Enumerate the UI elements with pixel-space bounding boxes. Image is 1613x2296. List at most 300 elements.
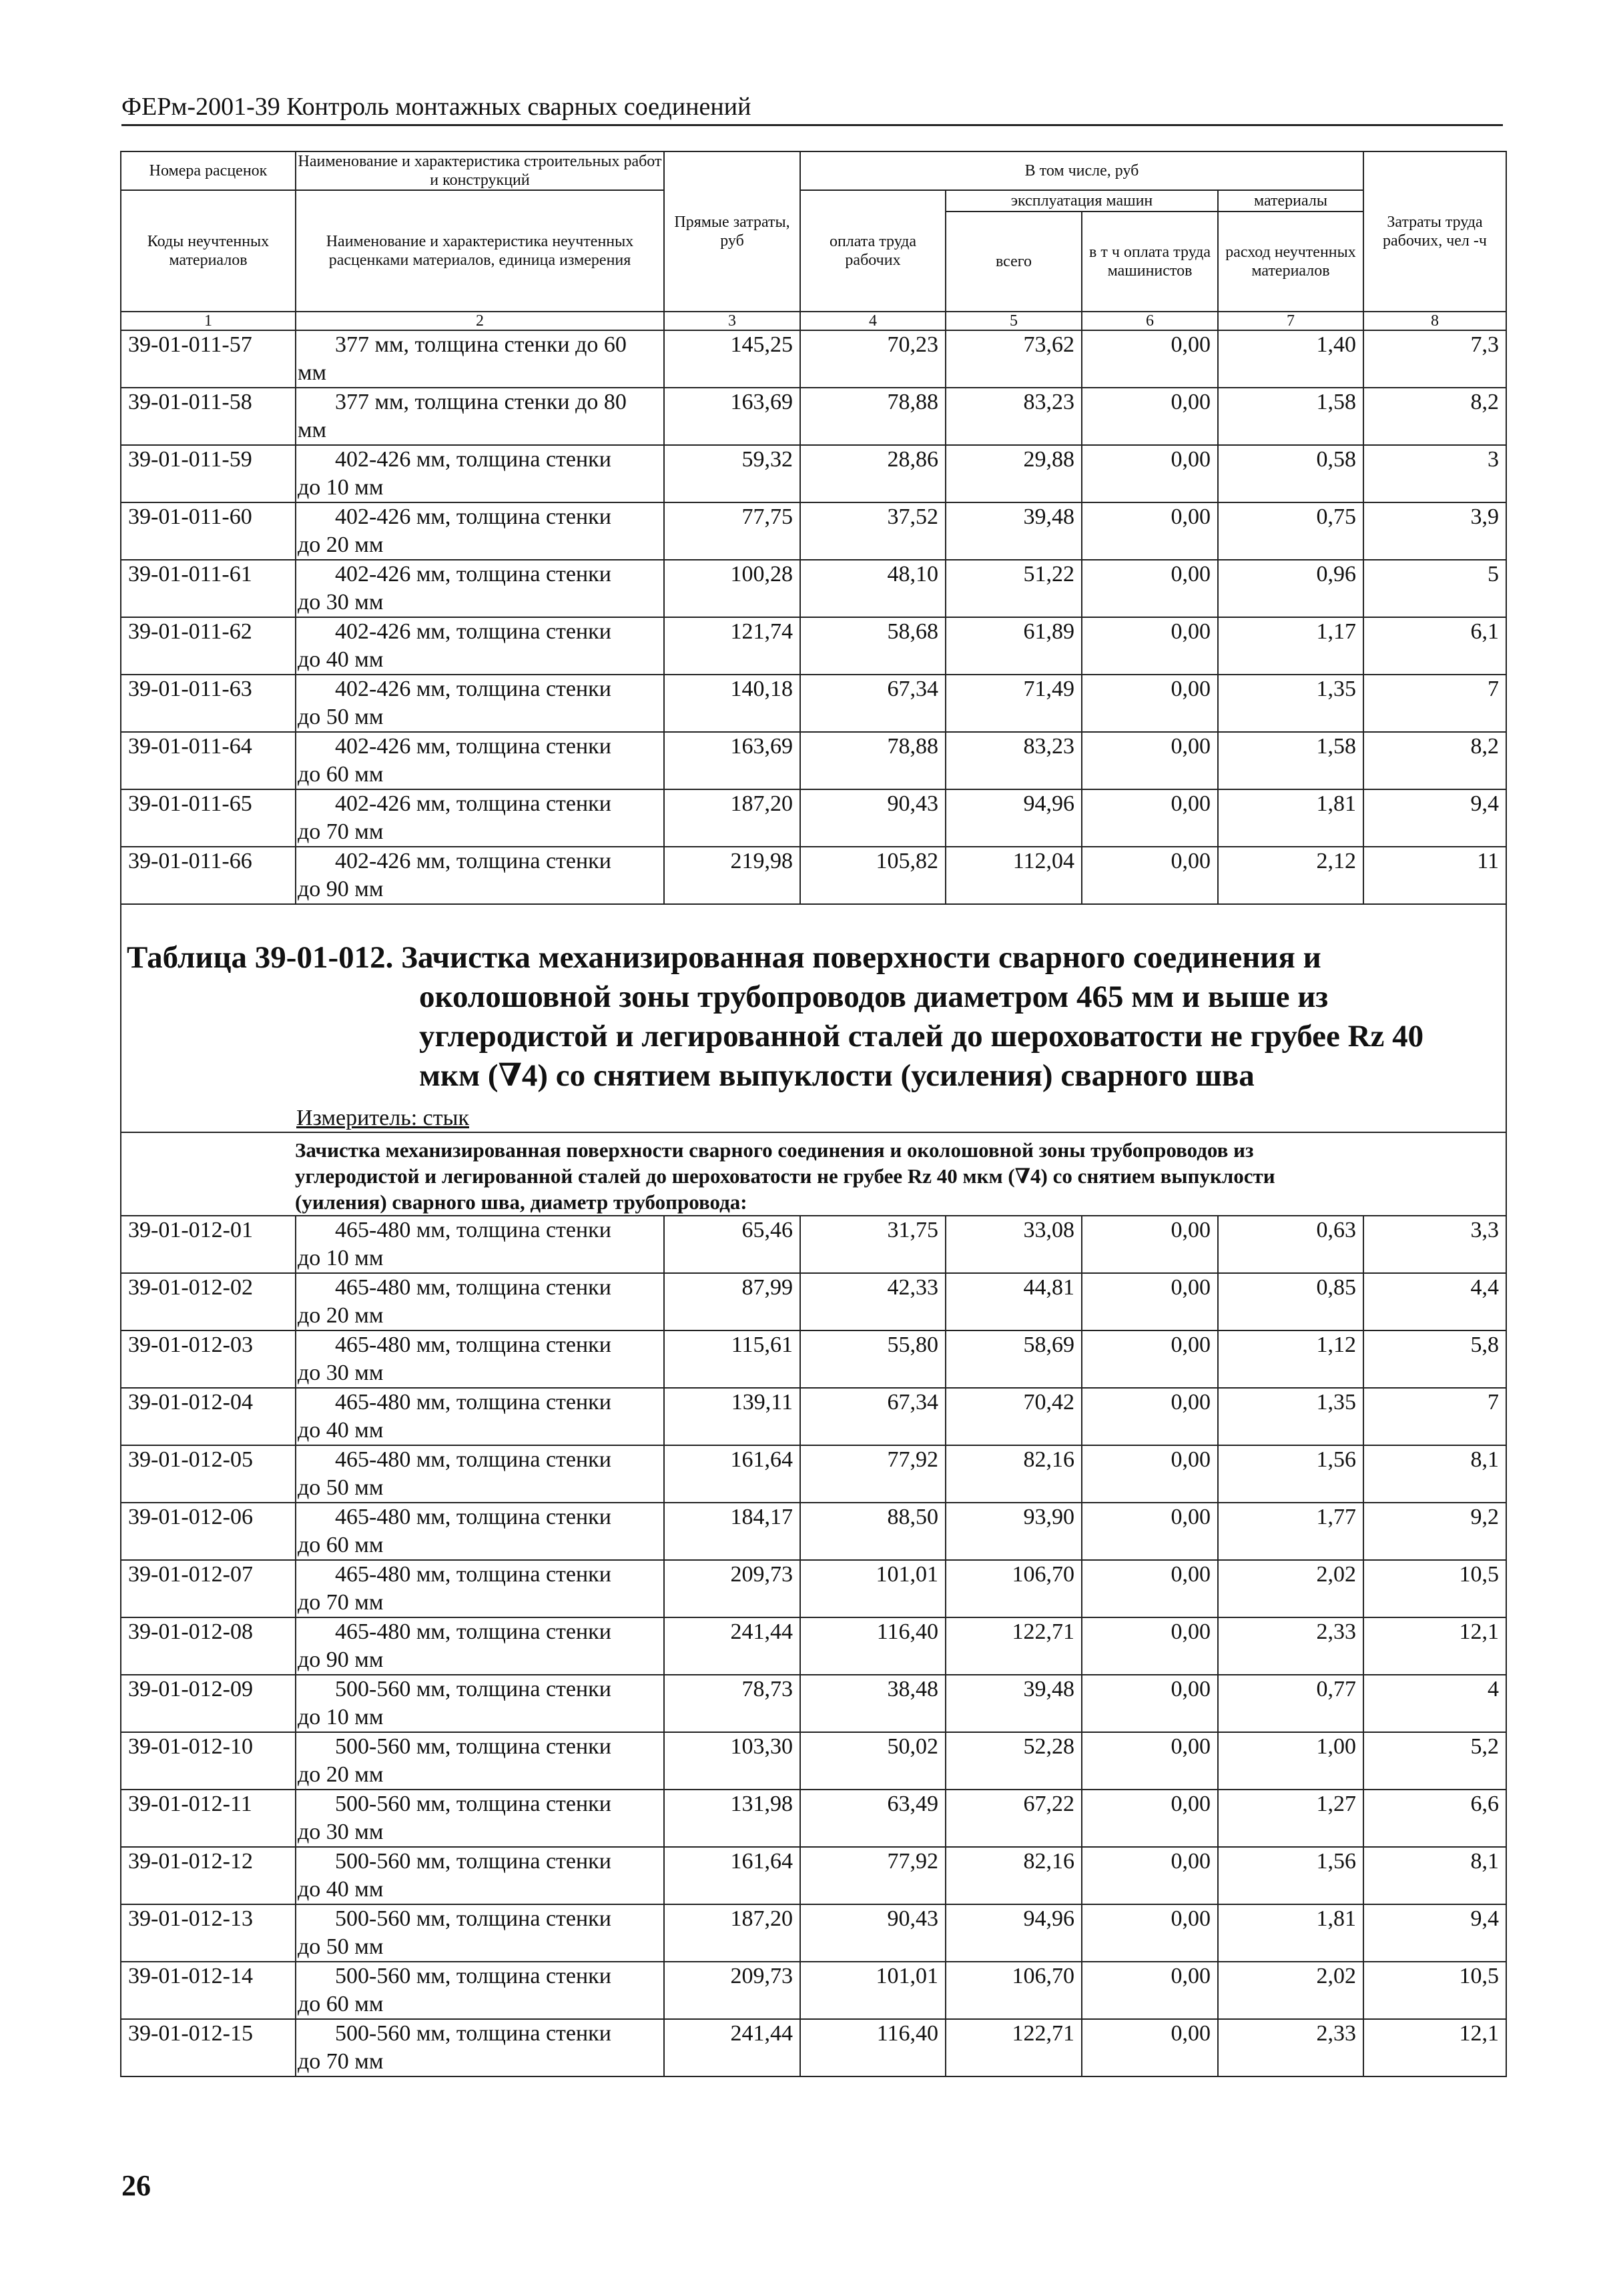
- operator-pay-value: 0,00: [1082, 675, 1218, 732]
- machines-total-value: 44,81: [946, 1273, 1082, 1330]
- table-row: [121, 1445, 1506, 1503]
- rate-code: 39-01-011-65: [121, 789, 296, 847]
- table-title-line: Зачистка механизированная поверхности сварного соединения и: [401, 940, 1321, 975]
- rate-code: 39-01-012-09: [121, 1675, 296, 1732]
- description-line: 402-426 мм, толщина стенки: [335, 849, 611, 873]
- rate-code: 39-01-012-05: [121, 1445, 296, 1503]
- material-consumption-value: 1,40: [1218, 330, 1363, 388]
- description-line: 465-480 мм, толщина стенки: [335, 1447, 611, 1472]
- operator-pay-value: 0,00: [1082, 1675, 1218, 1732]
- table-row: [121, 789, 1506, 847]
- rate-code: 39-01-012-03: [121, 1330, 296, 1388]
- direct-costs-value: 139,11: [664, 1388, 800, 1445]
- running-header: ФЕРм-2001-39 Контроль монтажных сварных соединений: [121, 91, 1503, 126]
- machines-total-value: 122,71: [946, 1617, 1082, 1675]
- worker-pay-value: 90,43: [800, 1904, 946, 1962]
- header-material-name: Наименование и характеристика неучтенных расценками материалов, единица измерения: [296, 190, 664, 312]
- worker-pay-value: 101,01: [800, 1560, 946, 1617]
- table-row: [121, 1560, 1506, 1617]
- direct-costs-value: 241,44: [664, 2019, 800, 2076]
- description-line: до 50 мм: [298, 1475, 384, 1500]
- table-row: [121, 1388, 1506, 1445]
- description-line: до 70 мм: [298, 819, 384, 844]
- rate-description: [296, 789, 664, 847]
- table-row: [121, 445, 1506, 502]
- section-header: [121, 904, 1506, 1216]
- machines-total-value: 52,28: [946, 1732, 1082, 1790]
- column-number: 8: [1363, 312, 1506, 330]
- material-consumption-value: 0,85: [1218, 1273, 1363, 1330]
- worker-pay-value: 63,49: [800, 1790, 946, 1847]
- rate-code: 39-01-012-14: [121, 1962, 296, 2019]
- column-numbers-row: [121, 312, 1506, 330]
- header-including: В том числе, руб: [800, 151, 1363, 190]
- worker-pay-value: 67,34: [800, 1388, 946, 1445]
- rate-code: 39-01-012-02: [121, 1273, 296, 1330]
- rate-description: [296, 1560, 664, 1617]
- column-number: 1: [121, 312, 296, 330]
- description-line: 500-560 мм, толщина стенки: [335, 1964, 611, 1988]
- header-direct-costs: Прямые затраты, руб: [664, 151, 800, 312]
- worker-pay-value: 67,34: [800, 675, 946, 732]
- labor-costs-value: 5: [1363, 560, 1506, 617]
- worker-pay-value: 116,40: [800, 1617, 946, 1675]
- header-machine-operation: эксплуатация машин: [946, 190, 1218, 212]
- table-row: [121, 1790, 1506, 1847]
- header-labor-costs: Затраты труда рабочих, чел -ч: [1363, 151, 1506, 312]
- direct-costs-value: 78,73: [664, 1675, 800, 1732]
- operator-pay-value: 0,00: [1082, 847, 1218, 904]
- labor-costs-value: 3,9: [1363, 502, 1506, 560]
- direct-costs-value: 187,20: [664, 1904, 800, 1962]
- machines-total-value: 61,89: [946, 617, 1082, 675]
- machines-total-value: 94,96: [946, 789, 1082, 847]
- rate-description: [296, 445, 664, 502]
- table-row: [121, 847, 1506, 904]
- material-consumption-value: 2,02: [1218, 1962, 1363, 2019]
- labor-costs-value: 8,2: [1363, 732, 1506, 789]
- description-line: до 30 мм: [298, 590, 384, 615]
- material-consumption-value: 0,75: [1218, 502, 1363, 560]
- table-row: [121, 1330, 1506, 1388]
- rate-code: 39-01-011-62: [121, 617, 296, 675]
- column-number: 4: [800, 312, 946, 330]
- table-row: [121, 1273, 1506, 1330]
- table-row: [121, 1962, 1506, 2019]
- description-line: 500-560 мм, толщина стенки: [335, 2021, 611, 2046]
- operator-pay-value: 0,00: [1082, 1962, 1218, 2019]
- rate-code: 39-01-011-61: [121, 560, 296, 617]
- direct-costs-value: 103,30: [664, 1732, 800, 1790]
- table-row: [121, 617, 1506, 675]
- labor-costs-value: 6,6: [1363, 1790, 1506, 1847]
- description-line: 500-560 мм, толщина стенки: [335, 1792, 611, 1816]
- section-subheading: Зачистка механизированная поверхности сварного соединения и околошовной зоны трубопроводов из углеродистой и легированной сталей до шероховатости не грубее Rz 40 мкм (∇4) со снятием выпуклости (уиления) сварного шва, диаметр трубопровода:: [121, 1132, 1506, 1215]
- operator-pay-value: 0,00: [1082, 1330, 1218, 1388]
- description-line: до 70 мм: [298, 2049, 384, 2074]
- description-line: до 60 мм: [298, 762, 384, 787]
- material-consumption-value: 2,02: [1218, 1560, 1363, 1617]
- description-line: 465-480 мм, толщина стенки: [335, 1619, 611, 1644]
- rate-code: 39-01-011-63: [121, 675, 296, 732]
- rate-code: 39-01-012-11: [121, 1790, 296, 1847]
- description-line: 500-560 мм, толщина стенки: [335, 1734, 611, 1759]
- direct-costs-value: 145,25: [664, 330, 800, 388]
- material-consumption-value: 1,58: [1218, 388, 1363, 445]
- direct-costs-value: 65,46: [664, 1216, 800, 1273]
- operator-pay-value: 0,00: [1082, 617, 1218, 675]
- material-consumption-value: 1,35: [1218, 1388, 1363, 1445]
- machines-total-value: 122,71: [946, 2019, 1082, 2076]
- material-consumption-value: 1,77: [1218, 1503, 1363, 1560]
- description-line: 402-426 мм, толщина стенки: [335, 504, 611, 529]
- labor-costs-value: 3: [1363, 445, 1506, 502]
- header-rate-numbers: Номера расценок: [121, 151, 296, 190]
- direct-costs-value: 163,69: [664, 388, 800, 445]
- labor-costs-value: 9,4: [1363, 1904, 1506, 1962]
- operator-pay-value: 0,00: [1082, 2019, 1218, 2076]
- rate-code: 39-01-012-13: [121, 1904, 296, 1962]
- table-title: [121, 905, 1506, 1096]
- operator-pay-value: 0,00: [1082, 1790, 1218, 1847]
- labor-costs-value: 3,3: [1363, 1216, 1506, 1273]
- page-number: 26: [121, 2169, 151, 2202]
- labor-costs-value: 4,4: [1363, 1273, 1506, 1330]
- description-line: до 40 мм: [298, 1877, 384, 1902]
- operator-pay-value: 0,00: [1082, 1847, 1218, 1904]
- rate-code: 39-01-011-59: [121, 445, 296, 502]
- material-consumption-value: 0,96: [1218, 560, 1363, 617]
- rate-description: [296, 847, 664, 904]
- description-line: до 50 мм: [298, 1934, 384, 1959]
- machines-total-value: 39,48: [946, 1675, 1082, 1732]
- rate-description: [296, 502, 664, 560]
- operator-pay-value: 0,00: [1082, 1216, 1218, 1273]
- description-line: 377 мм, толщина стенки до 80: [335, 390, 627, 414]
- worker-pay-value: 38,48: [800, 1675, 946, 1732]
- material-consumption-value: 0,63: [1218, 1216, 1363, 1273]
- rate-code: 39-01-011-64: [121, 732, 296, 789]
- rate-description: [296, 388, 664, 445]
- labor-costs-value: 5,8: [1363, 1330, 1506, 1388]
- rate-description: [296, 330, 664, 388]
- machines-total-value: 51,22: [946, 560, 1082, 617]
- operator-pay-value: 0,00: [1082, 560, 1218, 617]
- table-row: [121, 502, 1506, 560]
- description-line: 465-480 мм, толщина стенки: [335, 1218, 611, 1242]
- operator-pay-value: 0,00: [1082, 445, 1218, 502]
- description-line: до 60 мм: [298, 1992, 384, 2016]
- rate-code: 39-01-012-07: [121, 1560, 296, 1617]
- rate-description: [296, 1732, 664, 1790]
- rate-description: [296, 1503, 664, 1560]
- rate-description: [296, 1790, 664, 1847]
- labor-costs-value: 6,1: [1363, 617, 1506, 675]
- description-line: до 50 мм: [298, 705, 384, 729]
- description-line: 402-426 мм, толщина стенки: [335, 619, 611, 644]
- column-number: 2: [296, 312, 664, 330]
- header-material-codes: Коды неучтенных материалов: [121, 190, 296, 312]
- rate-code: 39-01-012-12: [121, 1847, 296, 1904]
- rate-description: [296, 1330, 664, 1388]
- rate-description: [296, 1675, 664, 1732]
- operator-pay-value: 0,00: [1082, 1617, 1218, 1675]
- machines-total-value: 71,49: [946, 675, 1082, 732]
- direct-costs-value: 115,61: [664, 1330, 800, 1388]
- operator-pay-value: 0,00: [1082, 732, 1218, 789]
- material-consumption-value: 2,33: [1218, 2019, 1363, 2076]
- table-row: [121, 1847, 1506, 1904]
- rate-code: 39-01-012-10: [121, 1732, 296, 1790]
- rate-description: [296, 1445, 664, 1503]
- labor-costs-value: 8,1: [1363, 1445, 1506, 1503]
- rate-description: [296, 1847, 664, 1904]
- table-row: [121, 388, 1506, 445]
- machines-total-value: 94,96: [946, 1904, 1082, 1962]
- machines-total-value: 73,62: [946, 330, 1082, 388]
- header-materials: материалы: [1218, 190, 1363, 212]
- table-row: [121, 1732, 1506, 1790]
- rate-description: [296, 617, 664, 675]
- operator-pay-value: 0,00: [1082, 789, 1218, 847]
- table-row: [121, 675, 1506, 732]
- column-number: 7: [1218, 312, 1363, 330]
- machines-total-value: 39,48: [946, 502, 1082, 560]
- column-number: 6: [1082, 312, 1218, 330]
- rate-description: [296, 1962, 664, 2019]
- labor-costs-value: 4: [1363, 1675, 1506, 1732]
- labor-costs-value: 9,2: [1363, 1503, 1506, 1560]
- unit-of-measure: Измеритель: стык: [296, 1106, 469, 1130]
- rate-description: [296, 1216, 664, 1273]
- table-title-line: околошовной зоны трубопроводов диаметром 465 мм и выше из: [419, 980, 1329, 1014]
- description-line: 500-560 мм, толщина стенки: [335, 1906, 611, 1931]
- header-work-name: Наименование и характеристика строительных работ и конструкций: [296, 151, 664, 190]
- material-consumption-value: 1,17: [1218, 617, 1363, 675]
- material-consumption-value: 0,77: [1218, 1675, 1363, 1732]
- header-worker-pay: оплата труда рабочих: [800, 190, 946, 312]
- material-consumption-value: 1,56: [1218, 1847, 1363, 1904]
- description-line: до 30 мм: [298, 1361, 384, 1385]
- description-line: 465-480 мм, толщина стенки: [335, 1332, 611, 1357]
- worker-pay-value: 48,10: [800, 560, 946, 617]
- rate-description: [296, 2019, 664, 2076]
- rate-code: 39-01-011-57: [121, 330, 296, 388]
- worker-pay-value: 105,82: [800, 847, 946, 904]
- worker-pay-value: 88,50: [800, 1503, 946, 1560]
- rate-description: [296, 675, 664, 732]
- rate-code: 39-01-011-66: [121, 847, 296, 904]
- rate-code: 39-01-012-04: [121, 1388, 296, 1445]
- labor-costs-value: 10,5: [1363, 1560, 1506, 1617]
- description-line: до 20 мм: [298, 1303, 384, 1328]
- worker-pay-value: 116,40: [800, 2019, 946, 2076]
- table-row: [121, 330, 1506, 388]
- direct-costs-value: 140,18: [664, 675, 800, 732]
- operator-pay-value: 0,00: [1082, 1503, 1218, 1560]
- description-line: 402-426 мм, толщина стенки: [335, 791, 611, 816]
- description-line: 402-426 мм, толщина стенки: [335, 447, 611, 472]
- description-line: до 70 мм: [298, 1590, 384, 1615]
- direct-costs-value: 219,98: [664, 847, 800, 904]
- rate-code: 39-01-011-60: [121, 502, 296, 560]
- labor-costs-value: 12,1: [1363, 2019, 1506, 2076]
- material-consumption-value: 2,12: [1218, 847, 1363, 904]
- labor-costs-value: 8,1: [1363, 1847, 1506, 1904]
- operator-pay-value: 0,00: [1082, 1732, 1218, 1790]
- description-line: 465-480 мм, толщина стенки: [335, 1562, 611, 1587]
- labor-costs-value: 7,3: [1363, 330, 1506, 388]
- table-row: [121, 1675, 1506, 1732]
- description-line: до 10 мм: [298, 1246, 384, 1270]
- description-line: мм: [298, 360, 327, 385]
- material-consumption-value: 0,58: [1218, 445, 1363, 502]
- worker-pay-value: 90,43: [800, 789, 946, 847]
- labor-costs-value: 9,4: [1363, 789, 1506, 847]
- material-consumption-value: 1,56: [1218, 1445, 1363, 1503]
- description-line: 465-480 мм, толщина стенки: [335, 1390, 611, 1415]
- material-consumption-value: 1,12: [1218, 1330, 1363, 1388]
- direct-costs-value: 59,32: [664, 445, 800, 502]
- rate-code: 39-01-012-08: [121, 1617, 296, 1675]
- rate-description: [296, 1904, 664, 1962]
- rate-code: 39-01-012-01: [121, 1216, 296, 1273]
- worker-pay-value: 58,68: [800, 617, 946, 675]
- description-line: 377 мм, толщина стенки до 60: [335, 332, 627, 357]
- machines-total-value: 70,42: [946, 1388, 1082, 1445]
- machines-total-value: 82,16: [946, 1445, 1082, 1503]
- direct-costs-value: 209,73: [664, 1962, 800, 2019]
- table-title-line: углеродистой и легированной сталей до шероховатости не грубее Rz 40: [419, 1019, 1424, 1054]
- description-line: мм: [298, 418, 327, 442]
- table-row: [121, 1503, 1506, 1560]
- machines-total-value: 33,08: [946, 1216, 1082, 1273]
- rate-description: [296, 732, 664, 789]
- worker-pay-value: 101,01: [800, 1962, 946, 2019]
- rate-description: [296, 560, 664, 617]
- header-operator-pay: в т ч оплата труда машинистов: [1082, 212, 1218, 312]
- description-line: до 10 мм: [298, 475, 384, 500]
- machines-total-value: 93,90: [946, 1503, 1082, 1560]
- worker-pay-value: 42,33: [800, 1273, 946, 1330]
- labor-costs-value: 7: [1363, 1388, 1506, 1445]
- worker-pay-value: 77,92: [800, 1445, 946, 1503]
- worker-pay-value: 50,02: [800, 1732, 946, 1790]
- rates-table: [120, 151, 1507, 2077]
- description-line: до 30 мм: [298, 1820, 384, 1844]
- table-row: [121, 560, 1506, 617]
- material-consumption-value: 1,00: [1218, 1732, 1363, 1790]
- direct-costs-value: 131,98: [664, 1790, 800, 1847]
- description-line: 402-426 мм, толщина стенки: [335, 734, 611, 759]
- table-row: [121, 2019, 1506, 2076]
- rate-code: 39-01-012-15: [121, 2019, 296, 2076]
- table-body-top: [121, 330, 1506, 904]
- rate-code: 39-01-011-58: [121, 388, 296, 445]
- labor-costs-value: 11: [1363, 847, 1506, 904]
- direct-costs-value: 100,28: [664, 560, 800, 617]
- machines-total-value: 82,16: [946, 1847, 1082, 1904]
- machines-total-value: 29,88: [946, 445, 1082, 502]
- header-material-consumption: расход неучтенных материалов: [1218, 212, 1363, 312]
- machines-total-value: 83,23: [946, 732, 1082, 789]
- labor-costs-value: 12,1: [1363, 1617, 1506, 1675]
- labor-costs-value: 7: [1363, 675, 1506, 732]
- machines-total-value: 58,69: [946, 1330, 1082, 1388]
- description-line: 500-560 мм, толщина стенки: [335, 1677, 611, 1701]
- direct-costs-value: 121,74: [664, 617, 800, 675]
- description-line: до 40 мм: [298, 1418, 384, 1443]
- worker-pay-value: 55,80: [800, 1330, 946, 1388]
- table-title-block: [121, 904, 1506, 1216]
- direct-costs-value: 184,17: [664, 1503, 800, 1560]
- description-line: до 90 мм: [298, 877, 384, 901]
- worker-pay-value: 78,88: [800, 732, 946, 789]
- table-body-bottom: [121, 1216, 1506, 2076]
- description-line: до 20 мм: [298, 532, 384, 557]
- machines-total-value: 67,22: [946, 1790, 1082, 1847]
- operator-pay-value: 0,00: [1082, 1273, 1218, 1330]
- description-line: 402-426 мм, толщина стенки: [335, 677, 611, 701]
- rate-description: [296, 1273, 664, 1330]
- worker-pay-value: 70,23: [800, 330, 946, 388]
- worker-pay-value: 37,52: [800, 502, 946, 560]
- material-consumption-value: 1,81: [1218, 1904, 1363, 1962]
- material-consumption-value: 1,35: [1218, 675, 1363, 732]
- operator-pay-value: 0,00: [1082, 502, 1218, 560]
- table-row: [121, 1617, 1506, 1675]
- description-line: до 20 мм: [298, 1762, 384, 1787]
- operator-pay-value: 0,00: [1082, 1560, 1218, 1617]
- direct-costs-value: 241,44: [664, 1617, 800, 1675]
- direct-costs-value: 209,73: [664, 1560, 800, 1617]
- material-consumption-value: 1,27: [1218, 1790, 1363, 1847]
- operator-pay-value: 0,00: [1082, 1904, 1218, 1962]
- table-number: Таблица 39-01-012.: [127, 940, 394, 975]
- column-number: 3: [664, 312, 800, 330]
- operator-pay-value: 0,00: [1082, 1445, 1218, 1503]
- column-number: 5: [946, 312, 1082, 330]
- table-row: [121, 732, 1506, 789]
- description-line: 500-560 мм, толщина стенки: [335, 1849, 611, 1874]
- table-title-line: мкм (∇4) со снятием выпуклости (усиления) сварного шва: [419, 1058, 1255, 1093]
- material-consumption-value: 1,81: [1218, 789, 1363, 847]
- description-line: до 60 мм: [298, 1533, 384, 1557]
- description-line: до 90 мм: [298, 1647, 384, 1672]
- description-line: 465-480 мм, толщина стенки: [335, 1505, 611, 1529]
- description-line: 402-426 мм, толщина стенки: [335, 562, 611, 587]
- labor-costs-value: 10,5: [1363, 1962, 1506, 2019]
- operator-pay-value: 0,00: [1082, 388, 1218, 445]
- description-line: до 40 мм: [298, 647, 384, 672]
- machines-total-value: 112,04: [946, 847, 1082, 904]
- direct-costs-value: 187,20: [664, 789, 800, 847]
- rate-description: [296, 1388, 664, 1445]
- worker-pay-value: 77,92: [800, 1847, 946, 1904]
- worker-pay-value: 28,86: [800, 445, 946, 502]
- direct-costs-value: 77,75: [664, 502, 800, 560]
- direct-costs-value: 161,64: [664, 1847, 800, 1904]
- labor-costs-value: 8,2: [1363, 388, 1506, 445]
- table-row: [121, 1904, 1506, 1962]
- direct-costs-value: 87,99: [664, 1273, 800, 1330]
- header-machines-total: всего: [946, 212, 1082, 312]
- worker-pay-value: 78,88: [800, 388, 946, 445]
- description-line: до 10 мм: [298, 1705, 384, 1730]
- rate-code: 39-01-012-06: [121, 1503, 296, 1560]
- material-consumption-value: 2,33: [1218, 1617, 1363, 1675]
- labor-costs-value: 5,2: [1363, 1732, 1506, 1790]
